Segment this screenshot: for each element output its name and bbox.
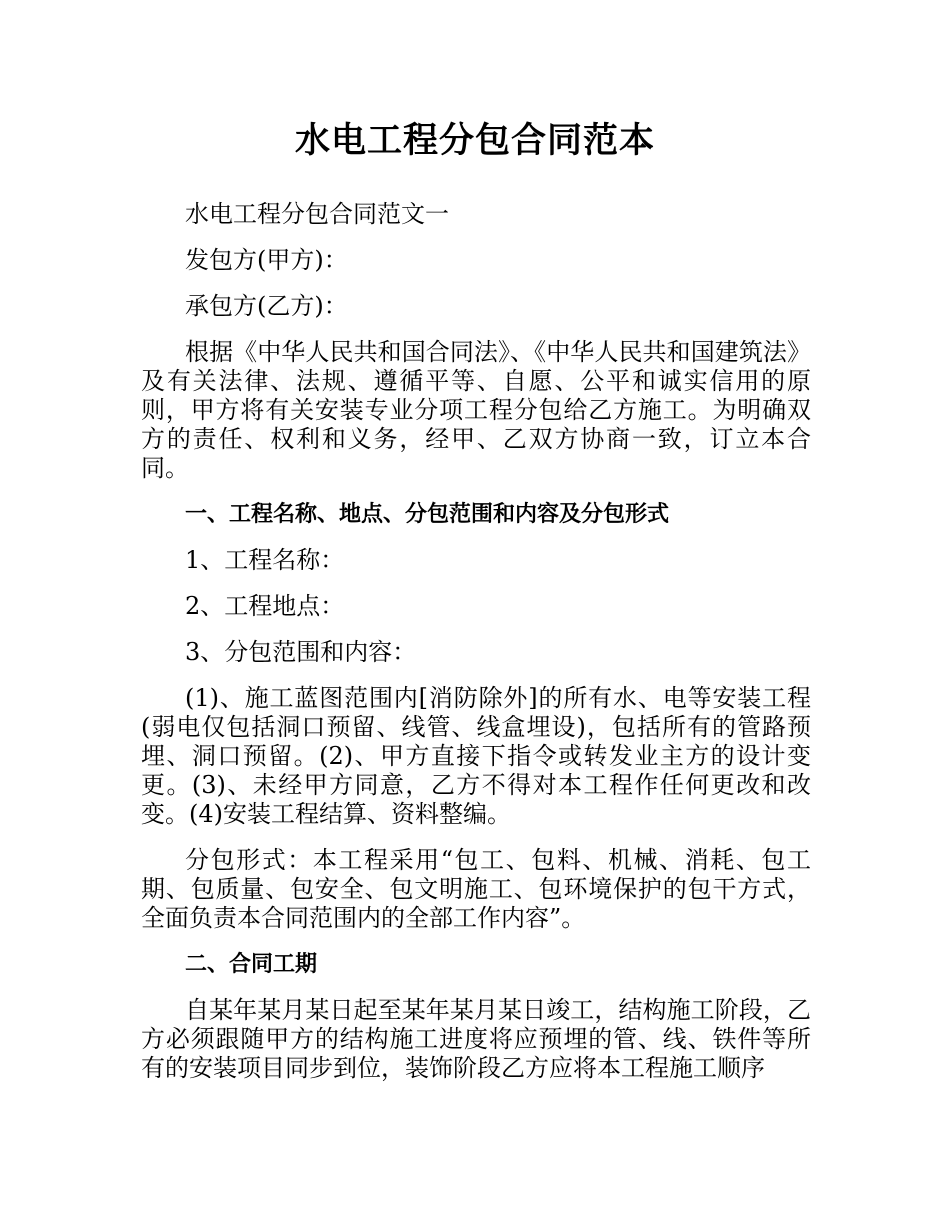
- scope-details-paragraph: (1)、施工蓝图范围内[消防除外]的所有水、电等安装工程(弱电仅包括洞口预留、线管、线盒埋设)，包括所有的管路预埋、洞口预留。(2)、甲方直接下指令或转发业主方的设计变更。(3)、未经甲方同意，乙方不得对本工程作任何更改和改变。(4)安装工程结算、资料整编。: [141, 684, 811, 828]
- project-name-line: 1、工程名称：: [185, 546, 345, 574]
- section-heading-1: 一、工程名称、地点、分包范围和内容及分包形式: [185, 502, 670, 527]
- document-body: [141, 200, 811, 1083]
- party-a-line: 发包方(甲方)：: [185, 246, 348, 274]
- project-location-line: 2、工程地点：: [185, 592, 345, 620]
- preamble-paragraph: 根据《中华人民共和国合同法》、《中华人民共和国建筑法》及有关法律、法规、遵循平等、自愿、公平和诚实信用的原则，甲方将有关安装专业分项工程分包给乙方施工。为明确双方的责任、权利和义务，经甲、乙双方协商一致，订立本合同。: [141, 338, 811, 482]
- schedule-paragraph: 自某年某月某日起至某年某月某日竣工，结构施工阶段，乙方必须跟随甲方的结构施工进度将应预埋的管、线、铁件等所有的安装项目同步到位，装饰阶段乙方应将本工程施工顺序: [141, 996, 811, 1082]
- subtitle-paragraph: 水电工程分包合同范文一: [185, 200, 449, 228]
- party-b-line: 承包方(乙方)：: [185, 292, 348, 320]
- document-title: 水电工程分包合同范本: [294, 121, 655, 161]
- subcontract-form-paragraph: 分包形式：本工程采用“包工、包料、机械、消耗、包工期、包质量、包安全、包文明施工、包环境保护的包干方式，全面负责本合同范围内的全部工作内容”。: [141, 846, 811, 932]
- section-heading-2: 二、合同工期: [185, 952, 318, 977]
- scope-heading-line: 3、分包范围和内容：: [185, 638, 417, 666]
